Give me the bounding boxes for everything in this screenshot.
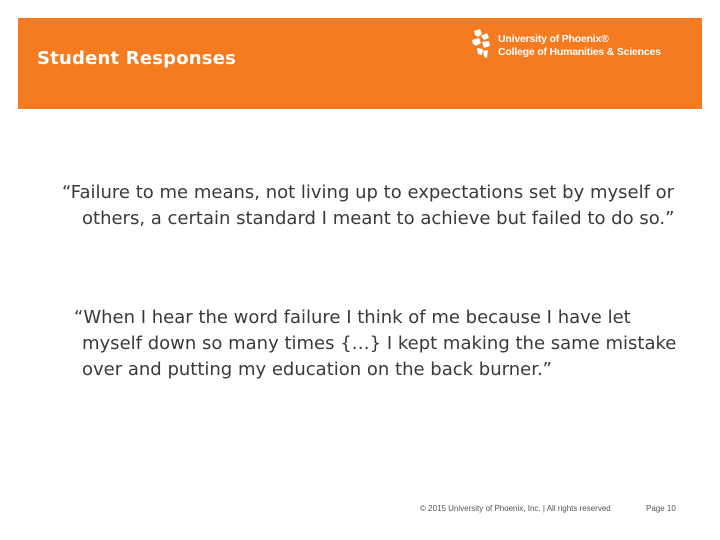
student-quote-1: “Failure to me means, not living up to expectations set by myself or others, a certain standard I meant to achieve but failed to do so.” xyxy=(62,182,675,229)
phoenix-bird-icon xyxy=(470,28,494,62)
footer-copyright: © 2015 University of Phoenix, Inc. | All rights reserved xyxy=(420,504,611,513)
student-quote-2: “When I hear the word failure I think of me because I have let myself down so many times {…} I kept making the same mistake over and putting my education on the back burner.” xyxy=(74,307,677,380)
logo-university-name: University of Phoenix® xyxy=(498,33,609,45)
university-logo xyxy=(470,28,670,66)
page-number: Page 10 xyxy=(646,504,676,513)
logo-college-name: College of Humanities & Sciences xyxy=(498,46,661,58)
slide-title: Student Responses xyxy=(37,48,237,69)
